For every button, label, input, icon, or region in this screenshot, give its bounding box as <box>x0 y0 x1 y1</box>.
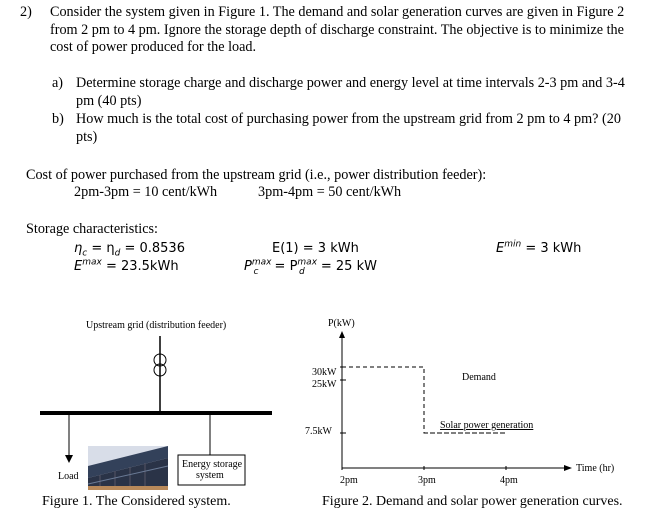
y-axis-arrow <box>339 331 345 338</box>
storage-label-line-2: system <box>196 470 224 481</box>
upstream-grid-label: Upstream grid (distribution feeder) <box>86 320 227 331</box>
cost-heading: Cost of power purchased from the upstream grid (i.e., power distribution feeder): <box>26 167 487 183</box>
problem-line-2: from 2 pm to 4 pm. Ignore the storage depth of discharge constraint. The objective is to minimize the <box>50 22 624 38</box>
x-tick-label-3pm: 3pm <box>418 475 436 486</box>
load-label: Load <box>58 471 79 482</box>
question-a-line-1: Determine storage charge and discharge power and energy level at time intervals 2-3 pm and 3-4 <box>76 75 625 91</box>
figure-1-caption: Figure 1. The Considered system. <box>42 494 231 509</box>
x-axis-label: Time (hr) <box>576 463 615 474</box>
efficiency-equation: $\eta_c = \eta_d = 0.8536$ <box>74 241 185 259</box>
question-a-line-2: pm (40 pts) <box>76 93 142 109</box>
problem-number: 2) <box>20 4 32 20</box>
question-b-line-1: How much is the total cost of purchasing power from the upstream grid from 2 pm to 4 pm? (20 <box>76 111 621 127</box>
cost-rate-2: 3pm-4pm = 50 cent/kWh <box>258 184 402 200</box>
solar-label: Solar power generation <box>440 420 534 431</box>
storage-label-line-1: Energy storage <box>182 459 243 470</box>
initial-energy-equation: E(1) = 3 kWh <box>272 241 359 256</box>
x-axis-arrow <box>564 465 572 471</box>
y-tick-label-30: 30kW <box>312 367 337 378</box>
emin-equation: $E^{min} = 3$ kWh <box>496 239 582 256</box>
emax-equation: $E^{max} = 23.5kWh$ <box>74 257 179 274</box>
problem-line-1: Consider the system given in Figure 1. The demand and solar generation curves are given in Figure 2 <box>50 4 625 20</box>
problem-line-3: cost of power produced for the load. <box>50 39 257 55</box>
question-b-label: b) <box>52 111 64 127</box>
x-tick-label-4pm: 4pm <box>500 475 518 486</box>
question-a-label: a) <box>52 75 64 91</box>
y-tick-label-7-5: 7.5kW <box>305 426 332 437</box>
y-tick-label-25: 25kW <box>312 379 337 390</box>
question-b-line-2: pts) <box>76 129 98 145</box>
cost-rate-1: 2pm-3pm = 10 cent/kWh <box>74 184 218 200</box>
demand-label: Demand <box>462 372 496 383</box>
y-axis-label: P(kW) <box>328 318 355 329</box>
pmax-equation: $P^{max}_c = P^{max}_d = 25$ kW <box>244 257 377 277</box>
storage-heading: Storage characteristics: <box>26 221 158 237</box>
figure-2-caption: Figure 2. Demand and solar power generation curves. <box>322 494 623 509</box>
x-tick-label-2pm: 2pm <box>340 475 358 486</box>
